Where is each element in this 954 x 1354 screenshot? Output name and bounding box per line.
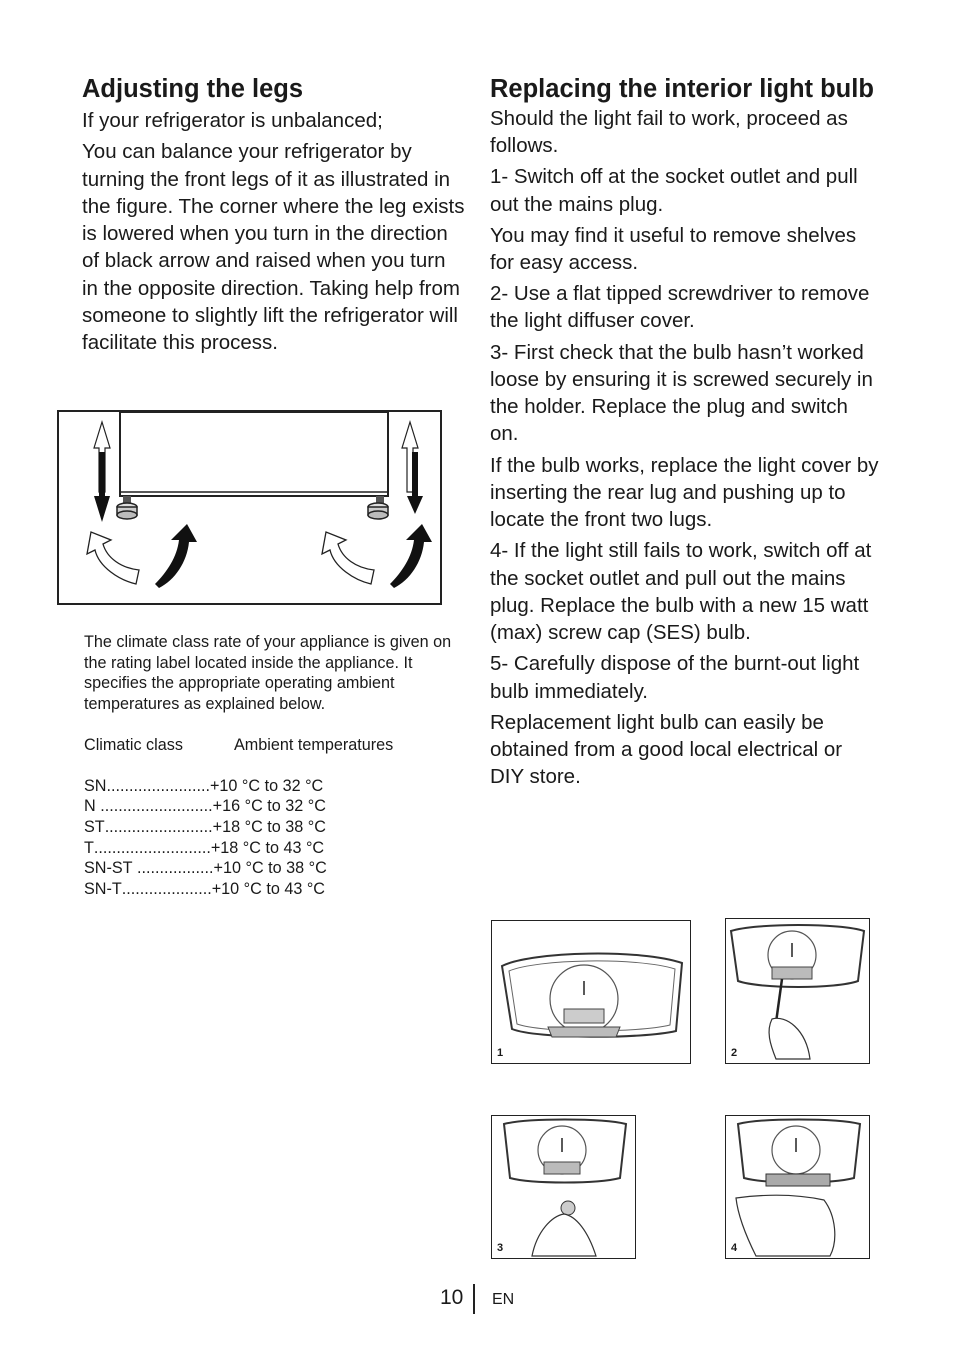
climate-class: SN [84,776,107,795]
temperature-range: +10 °C to 43 °C [211,880,325,899]
bulb-paragraph: 5- Carefully dispose of the burnt-out light bulb immediately. [490,652,860,703]
temperature-range: +10 °C to 38 °C [213,859,327,878]
climate-class: ST [84,817,105,836]
footer-divider [473,1284,475,1314]
bulb-paragraph: Should the light fail to work, proceed as follows. [490,107,848,158]
climate-class: N [84,797,96,816]
right-leg-icon [368,496,388,519]
cover-replace-icon [726,1116,868,1257]
bulb-check-icon [492,1116,634,1257]
screwdriver-removal-icon [726,919,868,1062]
climate-row [84,796,458,817]
left-column [82,76,466,361]
leader-dots: ....................... [106,776,210,795]
raise-lower-arrows-right-icon [402,422,423,514]
right-column [490,76,880,794]
bulb-step-figure-4 [725,1115,870,1259]
bulb-paragraph: 3- First check that the bulb hasn’t worked loose by ensuring it is screwed securely in the holder. Replace the plug and switch on. [490,340,873,446]
raise-lower-arrows-left-icon [94,422,110,522]
temperature-range: +18 °C to 43 °C [210,838,325,857]
climate-table [84,776,458,900]
figure-number: 4 [731,1242,738,1254]
bulb-paragraph: You may find it useful to remove shelves for easy access. [490,223,857,275]
temperature-range: +18 °C to 38 °C [212,817,326,836]
leader-dots: .................... [121,880,212,899]
legs-instructions: You can balance your refrigerator by turning the front legs of it as illustrated in the figure. The corner where the leg exists is lowered when you turn in the direction of black arrow and raised when you turn in the opposite direction. Taking help from someone to slightly lift the refrigerator will facilitate this process. [82,140,465,355]
climate-class-section [84,632,458,900]
legs-subtitle: If your refrigerator is unbalanced; [82,109,383,132]
leader-dots: ......................... [95,797,213,816]
temperature-range: +10 °C to 32 °C [209,776,324,795]
figure-number: 2 [731,1047,738,1059]
climatic-class-header: Climatic class [84,735,183,754]
leg-adjustment-drawing [59,412,440,603]
climate-row [84,858,458,879]
climate-class: SN-T [84,880,122,899]
bulb-paragraph: If the bulb works, replace the light cover by inserting the rear lug and pushing up to locate the front two lugs. [490,453,879,532]
ambient-temperatures-header: Ambient temperatures [234,735,394,754]
bulb-step-figure-3 [491,1115,636,1259]
leader-dots: ........................ [104,817,213,836]
legs-heading: Adjusting the legs [82,75,304,103]
climate-row [84,838,458,859]
climate-class: SN-ST [84,859,133,878]
bulb-paragraph: 4- If the light still fails to work, switch off at the socket outlet and pull out the mains plug. Replace the bulb with a new 15 watt (max) screw cap (SES) bulb. [490,539,872,645]
light-cover-icon [492,921,689,1062]
climate-row [84,879,458,900]
climate-row [84,817,458,838]
climate-row [84,776,458,797]
temperature-range: +16 °C to 32 °C [212,797,326,816]
bulb-heading: Replacing the interior light bulb [490,75,874,103]
leader-dots: .......................... [93,838,211,857]
bulb-step-figure-1 [491,920,691,1064]
page-number: 10 [440,1286,464,1309]
leg-adjustment-illustration [57,410,442,605]
turn-arrows-right-icon [322,524,432,588]
figure-number: 3 [497,1242,504,1254]
bulb-paragraph: 1- Switch off at the socket outlet and pull out the mains plug. [490,165,858,216]
figure-number: 1 [497,1047,504,1059]
bulb-paragraph: 2- Use a flat tipped screwdriver to remove the light diffuser cover. [490,282,870,333]
bulb-paragraph: Replacement light bulb can easily be obtained from a good local electrical or DIY store. [490,710,843,789]
climate-table-header [84,735,458,756]
climate-note: The climate class rate of your appliance is given on the rating label located inside the appliance. It specifies the appropriate operating ambient temperatures as explained below. [84,633,452,714]
leader-dots: ................. [132,859,214,878]
language-code: EN [492,1291,515,1308]
bulb-step-figure-2 [725,918,870,1064]
turn-arrows-left-icon [87,524,197,588]
climate-class: T [84,838,94,857]
left-leg-icon [117,496,137,519]
